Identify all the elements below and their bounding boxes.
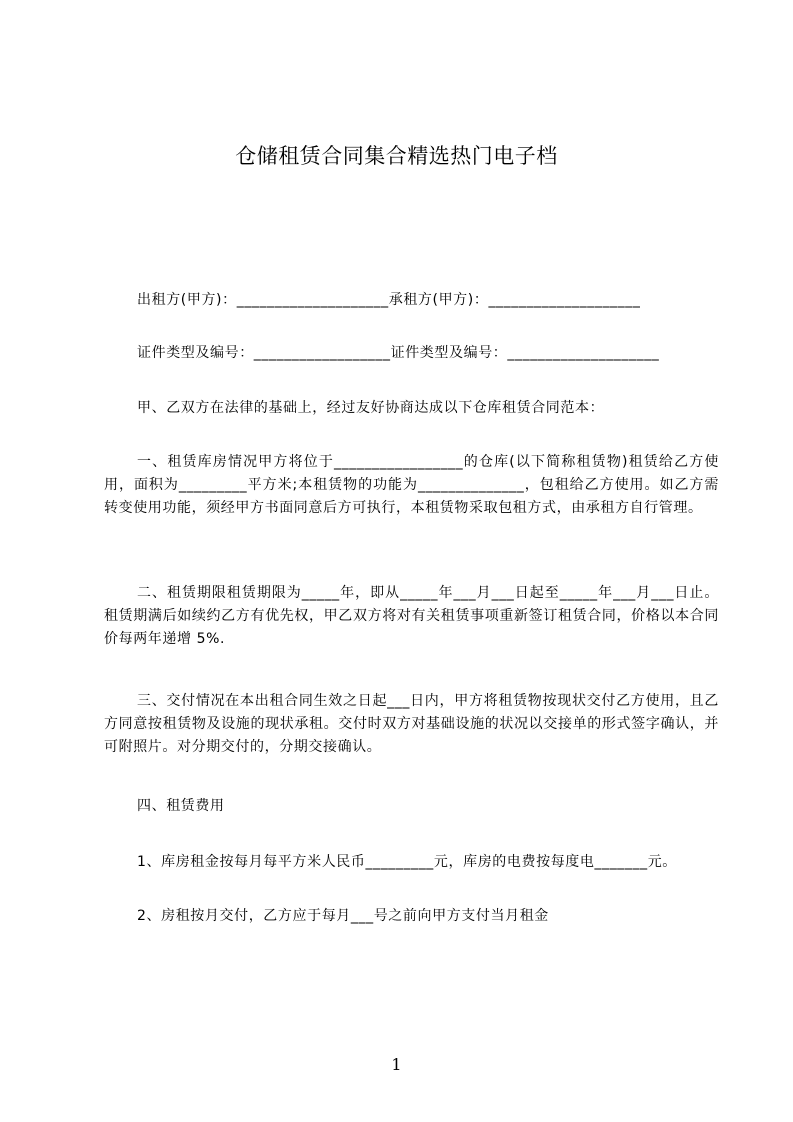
clause-4-heading: 四、租赁费用: [137, 798, 225, 814]
clause-4-item-1: 1、库房租金按每月每平方米人民币_________元，库房的电费按每度电_______元。: [137, 854, 677, 870]
preamble-paragraph: 甲、乙双方在法律的基础上，经过友好协商达成以下仓库租赁合同范本：: [137, 400, 605, 416]
document-title: 仓储租赁合同集合精选热门电子档: [235, 144, 558, 168]
page-number: 1: [391, 1055, 402, 1074]
clause-4-item-2: 2、房租按月交付，乙方应于每月___号之前向甲方支付当月租金: [137, 908, 549, 924]
clause-3-paragraph: 三、交付情况在本出租合同生效之日起___日内，甲方将租赁物按现状交付乙方使用，且乙方同意按租赁物及设施的现状承租。交付时双方对基础设施的状况以交接单的形式签字确认，并可附照片。对分期交付的，分期交接确认。: [104, 693, 719, 755]
id-type-line: 证件类型及编号：__________________证件类型及编号：____________________: [137, 345, 660, 361]
clause-1-paragraph: 一、租赁库房情况甲方将位于_________________的仓库(以下简称租赁物)租赁给乙方使用，面积为_________平方米;本租赁物的功能为______________，包租给乙方使用。如乙方需转变使用功能，须经甲方书面同意后方可执行，本租赁物采取包租方式，由承租方自行管理。: [104, 454, 719, 516]
clause-2-paragraph: 二、租赁期限租赁期限为_____年，即从_____年___月___日起至_____年___月___日止。租赁期满后如续约乙方有优先权，甲乙双方将对有关租赁事项重新签订租赁合同，价格以本合同价每两年递增 5%.: [104, 585, 719, 647]
party-a-b-line: 出租方(甲方)：____________________承租方(甲方)：____________________: [137, 292, 641, 308]
